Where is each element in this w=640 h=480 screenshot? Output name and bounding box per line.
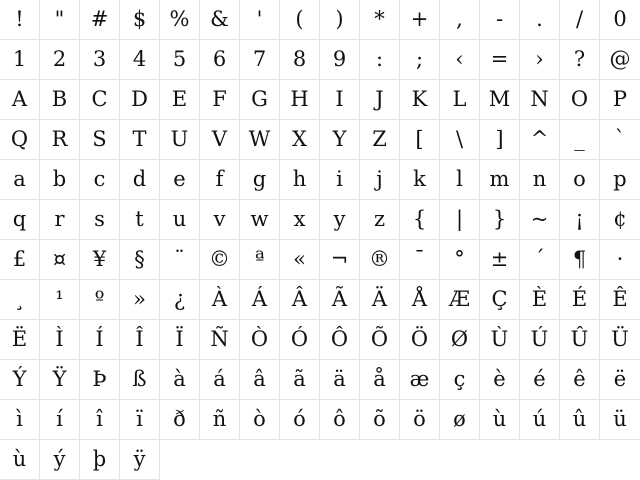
glyph-cell: Ý [0, 360, 40, 400]
glyph-cell: ) [320, 0, 360, 40]
glyph-cell: k [400, 160, 440, 200]
glyph-cell: ¿ [160, 280, 200, 320]
glyph-cell: ® [360, 240, 400, 280]
glyph-cell: V [200, 120, 240, 160]
glyph-cell: % [160, 0, 200, 40]
glyph-cell: 8 [280, 40, 320, 80]
glyph-cell: ¶ [560, 240, 600, 280]
glyph-cell: Ë [0, 320, 40, 360]
glyph-cell: È [520, 280, 560, 320]
glyph-cell: d [120, 160, 160, 200]
glyph-cell: Û [560, 320, 600, 360]
glyph-cell: ü [600, 400, 640, 440]
glyph-cell: Ê [600, 280, 640, 320]
glyph-cell: m [480, 160, 520, 200]
glyph-cell: G [240, 80, 280, 120]
glyph-cell: p [600, 160, 640, 200]
glyph-cell: S [80, 120, 120, 160]
glyph-cell: » [120, 280, 160, 320]
glyph-cell: $ [120, 0, 160, 40]
glyph-cell: Ò [240, 320, 280, 360]
glyph-cell: ^ [520, 120, 560, 160]
glyph-cell: Õ [360, 320, 400, 360]
glyph-cell: ì [0, 400, 40, 440]
glyph-cell: M [480, 80, 520, 120]
glyph-cell: ! [0, 0, 40, 40]
glyph-cell: ‹ [440, 40, 480, 80]
glyph-cell: t [120, 200, 160, 240]
glyph-cell: ä [320, 360, 360, 400]
glyph-cell: á [200, 360, 240, 400]
glyph-cell: g [240, 160, 280, 200]
glyph-cell: - [480, 0, 520, 40]
glyph-cell: « [280, 240, 320, 280]
glyph-cell: É [560, 280, 600, 320]
glyph-cell: # [80, 0, 120, 40]
glyph-cell: ~ [520, 200, 560, 240]
glyph-cell: Æ [440, 280, 480, 320]
glyph-cell: I [320, 80, 360, 120]
glyph-cell: K [400, 80, 440, 120]
glyph-cell: } [480, 200, 520, 240]
glyph-cell: Ì [40, 320, 80, 360]
glyph-cell: N [520, 80, 560, 120]
glyph-cell: Þ [80, 360, 120, 400]
glyph-cell: · [600, 240, 640, 280]
glyph-cell: Ç [480, 280, 520, 320]
glyph-cell: F [200, 80, 240, 120]
glyph-cell: ¹ [40, 280, 80, 320]
glyph-cell: = [480, 40, 520, 80]
glyph-cell: ã [280, 360, 320, 400]
glyph-cell: v [200, 200, 240, 240]
glyph-cell: ñ [200, 400, 240, 440]
glyph-cell: à [160, 360, 200, 400]
glyph-cell: ¬ [320, 240, 360, 280]
glyph-cell: Î [120, 320, 160, 360]
glyph-cell: Â [280, 280, 320, 320]
glyph-cell: ( [280, 0, 320, 40]
glyph-cell: j [360, 160, 400, 200]
glyph-cell: 9 [320, 40, 360, 80]
glyph-cell: Ã [320, 280, 360, 320]
glyph-cell-empty [400, 440, 440, 480]
glyph-cell: ª [240, 240, 280, 280]
glyph-cell: › [520, 40, 560, 80]
glyph-cell: Ü [600, 320, 640, 360]
glyph-cell: ô [320, 400, 360, 440]
glyph-cell: c [80, 160, 120, 200]
glyph-cell: 3 [80, 40, 120, 80]
glyph-cell: [ [400, 120, 440, 160]
glyph-cell: 7 [240, 40, 280, 80]
glyph-cell: 4 [120, 40, 160, 80]
glyph-cell: a [0, 160, 40, 200]
glyph-cell: h [280, 160, 320, 200]
glyph-cell: ç [440, 360, 480, 400]
glyph-cell: W [240, 120, 280, 160]
glyph-cell: u [160, 200, 200, 240]
glyph-cell: { [400, 200, 440, 240]
glyph-cell: Y [320, 120, 360, 160]
glyph-cell-empty [520, 440, 560, 480]
glyph-cell: T [120, 120, 160, 160]
glyph-cell: x [280, 200, 320, 240]
glyph-cell: þ [80, 440, 120, 480]
glyph-cell: æ [400, 360, 440, 400]
glyph-cell: ] [480, 120, 520, 160]
glyph-cell: ò [240, 400, 280, 440]
glyph-cell-empty [280, 440, 320, 480]
glyph-cell: Á [240, 280, 280, 320]
glyph-cell-empty [240, 440, 280, 480]
glyph-cell: J [360, 80, 400, 120]
glyph-cell: B [40, 80, 80, 120]
glyph-cell: z [360, 200, 400, 240]
glyph-cell-empty [560, 440, 600, 480]
glyph-cell: ÿ [120, 440, 160, 480]
glyph-cell: + [400, 0, 440, 40]
glyph-cell: ; [400, 40, 440, 80]
glyph-cell: y [320, 200, 360, 240]
glyph-cell: Í [80, 320, 120, 360]
glyph-cell: õ [360, 400, 400, 440]
glyph-cell: E [160, 80, 200, 120]
glyph-cell: ° [440, 240, 480, 280]
glyph-cell: û [560, 400, 600, 440]
glyph-cell: D [120, 80, 160, 120]
glyph-cell: ¤ [40, 240, 80, 280]
glyph-cell: / [560, 0, 600, 40]
glyph-cell: e [160, 160, 200, 200]
glyph-cell: O [560, 80, 600, 120]
glyph-cell: \ [440, 120, 480, 160]
glyph-cell: : [360, 40, 400, 80]
glyph-cell: 5 [160, 40, 200, 80]
glyph-cell: Ñ [200, 320, 240, 360]
glyph-cell: Ù [480, 320, 520, 360]
glyph-cell: ø [440, 400, 480, 440]
glyph-cell: Å [400, 280, 440, 320]
glyph-cell: À [200, 280, 240, 320]
glyph-cell: 2 [40, 40, 80, 80]
glyph-cell: ¢ [600, 200, 640, 240]
glyph-cell: © [200, 240, 240, 280]
glyph-cell: | [440, 200, 480, 240]
glyph-cell: " [40, 0, 80, 40]
glyph-cell-empty [320, 440, 360, 480]
glyph-cell: @ [600, 40, 640, 80]
glyph-cell: Ä [360, 280, 400, 320]
glyph-cell: 0 [600, 0, 640, 40]
glyph-cell: í [40, 400, 80, 440]
glyph-cell: . [520, 0, 560, 40]
glyph-cell: é [520, 360, 560, 400]
glyph-cell: § [120, 240, 160, 280]
glyph-cell: î [80, 400, 120, 440]
glyph-cell: C [80, 80, 120, 120]
glyph-cell: b [40, 160, 80, 200]
glyph-cell: ý [40, 440, 80, 480]
glyph-cell: ú [520, 400, 560, 440]
glyph-cell: l [440, 160, 480, 200]
glyph-cell: A [0, 80, 40, 120]
glyph-cell: w [240, 200, 280, 240]
glyph-cell: ` [600, 120, 640, 160]
glyph-cell: f [200, 160, 240, 200]
glyph-cell: 1 [0, 40, 40, 80]
glyph-cell-empty [360, 440, 400, 480]
glyph-cell: Ú [520, 320, 560, 360]
glyph-cell: ¡ [560, 200, 600, 240]
glyph-cell: & [200, 0, 240, 40]
glyph-cell: å [360, 360, 400, 400]
glyph-cell: Ô [320, 320, 360, 360]
glyph-cell: ê [560, 360, 600, 400]
glyph-cell: i [320, 160, 360, 200]
glyph-cell: ù [480, 400, 520, 440]
glyph-cell: R [40, 120, 80, 160]
glyph-cell: Ï [160, 320, 200, 360]
glyph-cell: q [0, 200, 40, 240]
glyph-cell: L [440, 80, 480, 120]
glyph-cell-empty [600, 440, 640, 480]
glyph-cell: ' [240, 0, 280, 40]
glyph-cell: ¸ [0, 280, 40, 320]
glyph-cell: ± [480, 240, 520, 280]
glyph-cell: ù [0, 440, 40, 480]
glyph-cell: , [440, 0, 480, 40]
glyph-cell: Z [360, 120, 400, 160]
glyph-cell: Q [0, 120, 40, 160]
glyph-cell: _ [560, 120, 600, 160]
glyph-cell: n [520, 160, 560, 200]
glyph-cell-empty [200, 440, 240, 480]
glyph-cell: H [280, 80, 320, 120]
glyph-cell-empty [160, 440, 200, 480]
glyph-cell: ï [120, 400, 160, 440]
glyph-cell: ó [280, 400, 320, 440]
glyph-cell: è [480, 360, 520, 400]
glyph-cell-empty [440, 440, 480, 480]
glyph-cell: o [560, 160, 600, 200]
glyph-cell: P [600, 80, 640, 120]
glyph-cell: â [240, 360, 280, 400]
glyph-cell: Ø [440, 320, 480, 360]
glyph-cell: s [80, 200, 120, 240]
glyph-cell: X [280, 120, 320, 160]
glyph-cell: ö [400, 400, 440, 440]
glyph-cell: Ó [280, 320, 320, 360]
glyph-cell: * [360, 0, 400, 40]
glyph-cell: ¨ [160, 240, 200, 280]
glyph-cell: º [80, 280, 120, 320]
glyph-cell: ¥ [80, 240, 120, 280]
glyph-cell: ë [600, 360, 640, 400]
glyph-cell: £ [0, 240, 40, 280]
glyph-cell: ß [120, 360, 160, 400]
glyph-cell: Ÿ [40, 360, 80, 400]
glyph-cell: Ö [400, 320, 440, 360]
glyph-cell: ´ [520, 240, 560, 280]
glyph-cell-empty [480, 440, 520, 480]
glyph-cell: 6 [200, 40, 240, 80]
glyph-cell: r [40, 200, 80, 240]
glyph-cell: ? [560, 40, 600, 80]
glyph-cell: ð [160, 400, 200, 440]
glyph-cell: U [160, 120, 200, 160]
glyph-cell: ¯ [400, 240, 440, 280]
